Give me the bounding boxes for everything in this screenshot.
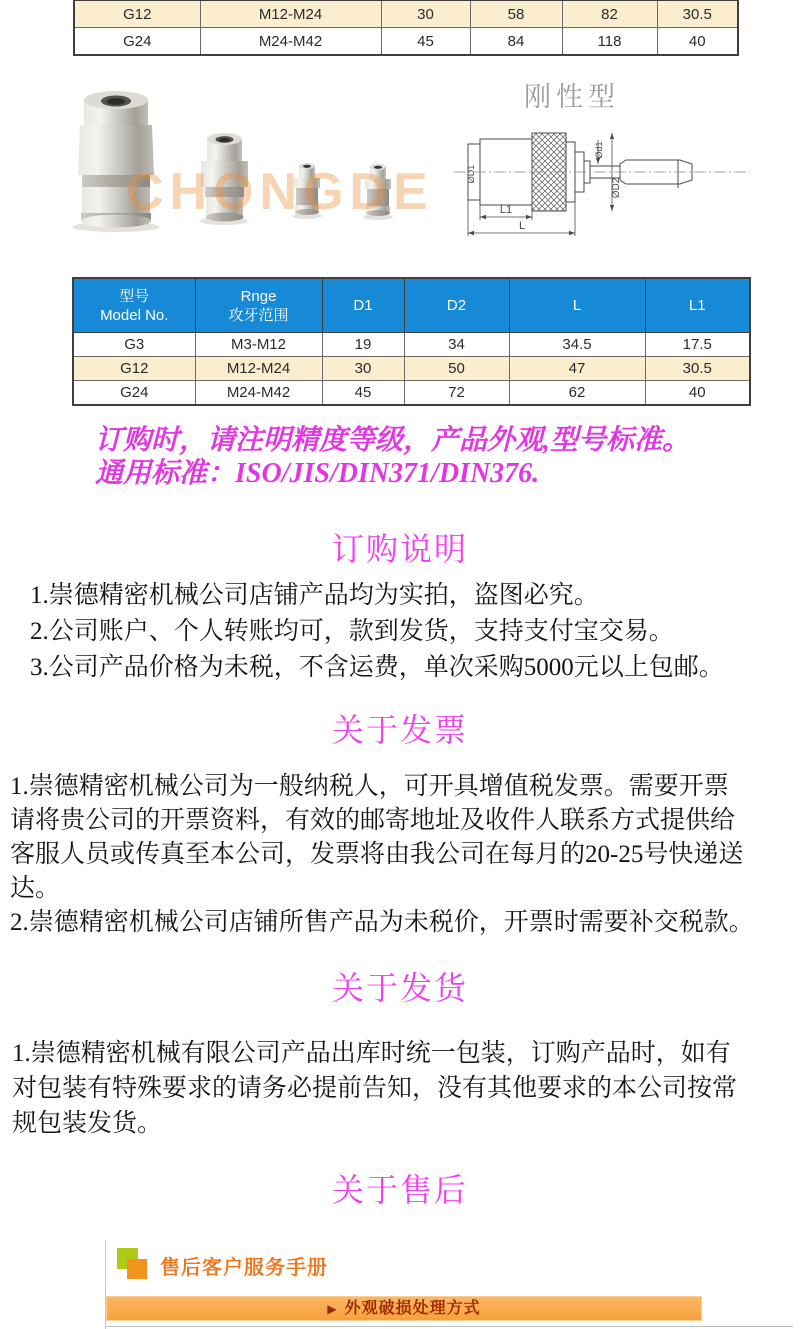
play-icon: ▶ (327, 1302, 337, 1316)
table-cell: M12-M24 (200, 0, 381, 28)
table-row (73, 333, 750, 357)
table-cell: 72 (404, 381, 509, 406)
table-cell: G3 (73, 333, 195, 357)
text-line: 1.崇德精密机械公司为一般纳税人，可开具增值税发票。需要开票 (10, 773, 729, 800)
table-cell: 30.5 (645, 357, 750, 381)
table-cell: G12 (74, 0, 200, 28)
table-cell: M24-M42 (200, 28, 381, 56)
section-body-ordering (30, 578, 724, 686)
table-row (73, 357, 750, 381)
table-row (74, 0, 738, 28)
spec-header-d2: D2 (404, 278, 509, 333)
section-heading-shipping: 关于发货 (331, 970, 468, 1006)
spec-header-model: 型号 Model No. (73, 278, 195, 333)
table-cell: 30 (381, 0, 470, 28)
section-heading-aftersales: 关于售后 (331, 1172, 468, 1208)
text-line: 2.崇德精密机械公司店铺所售产品为未税价，开票时需要补交税款。 (10, 909, 754, 936)
logo-orange-square (127, 1259, 147, 1279)
text-line: 3.公司产品价格为未税，不含运费，单次采购5000元以上包邮。 (30, 654, 724, 681)
text-line: 达。 (10, 875, 61, 902)
table-row (74, 28, 738, 56)
dim-label-d1-left: ØD1 (466, 164, 476, 184)
spec-header-l: L (509, 278, 645, 333)
bottom-divider (105, 1326, 793, 1327)
table-cell: 84 (470, 28, 562, 56)
product-figure (0, 72, 800, 268)
spec-header-d1: D1 (322, 278, 404, 333)
dim-label-d2: ØD2 (611, 177, 622, 199)
service-logo-icon (117, 1248, 151, 1282)
top-spec-table (73, 0, 739, 56)
table-cell: 45 (322, 381, 404, 406)
text-line: 对包装有特殊要求的请务必提前告知，没有其他要求的本公司按常 (12, 1075, 738, 1102)
order-notice (95, 424, 690, 490)
table-cell: 47 (509, 357, 645, 381)
text-line: 规包装发货。 (12, 1110, 163, 1137)
dim-label-l: L (518, 220, 526, 232)
table-cell: 34.5 (509, 333, 645, 357)
section-body-invoice (10, 770, 754, 940)
table-cell: M3-M12 (195, 333, 322, 357)
spec-table (72, 277, 751, 406)
table-cell: G24 (73, 381, 195, 406)
watermark-text: CHONGDE (126, 163, 434, 221)
dim-label-l1: L1 (499, 204, 513, 216)
table-cell: 118 (562, 28, 657, 56)
section-heading-ordering: 订购说明 (331, 531, 468, 567)
section-body-shipping (12, 1036, 737, 1141)
table-cell: M12-M24 (195, 357, 322, 381)
banner-label: 外观破损处理方式 (344, 1300, 481, 1317)
table-cell: G12 (73, 357, 195, 381)
service-card (105, 1240, 796, 1329)
table-cell: 17.5 (645, 333, 750, 357)
table-cell: 40 (657, 28, 738, 56)
table-cell: 19 (322, 333, 404, 357)
table-cell: 50 (404, 357, 509, 381)
table-cell: G24 (74, 28, 200, 56)
table-cell: 58 (470, 0, 562, 28)
spec-header-range: Rnge 攻牙范围 (195, 278, 322, 333)
table-cell: 30.5 (657, 0, 738, 28)
section-heading-invoice: 关于发票 (331, 712, 468, 748)
damage-handling-banner (106, 1296, 702, 1321)
table-cell: 40 (645, 381, 750, 406)
service-manual-title: 售后客户服务手册 (160, 1257, 328, 1279)
table-cell: 82 (562, 0, 657, 28)
text-line: 请将贵公司的开票资料，有效的邮寄地址及收件人联系方式提供给 (10, 807, 736, 834)
technical-drawing (452, 128, 752, 243)
text-line: 1.崇德精密机械有限公司产品出库时统一包装，订购产品时，如有 (12, 1040, 731, 1067)
table-cell: 45 (381, 28, 470, 56)
text-line: 1.崇德精密机械公司店铺产品均为实拍，盗图必究。 (30, 582, 599, 609)
table-cell: 62 (509, 381, 645, 406)
text-line: 客服人员或传真至本公司，发票将由我公司在每月的20-25号快递送 (10, 841, 744, 868)
table-cell: 30 (322, 357, 404, 381)
rigid-type-label: 刚性型 (524, 82, 620, 112)
text-line: 订购时，请注明精度等级，产品外观,型号标准。 (95, 425, 691, 456)
table-cell: 34 (404, 333, 509, 357)
spec-header-l1: L1 (645, 278, 750, 333)
text-line: 通用标准：ISO/JIS/DIN371/DIN376. (95, 458, 540, 489)
dim-label-d1-small: Ød1 (594, 141, 604, 159)
table-cell: M24-M42 (195, 381, 322, 406)
table-row (73, 381, 750, 406)
text-line: 2.公司账户、个人转账均可，款到发货，支持支付宝交易。 (30, 618, 674, 645)
